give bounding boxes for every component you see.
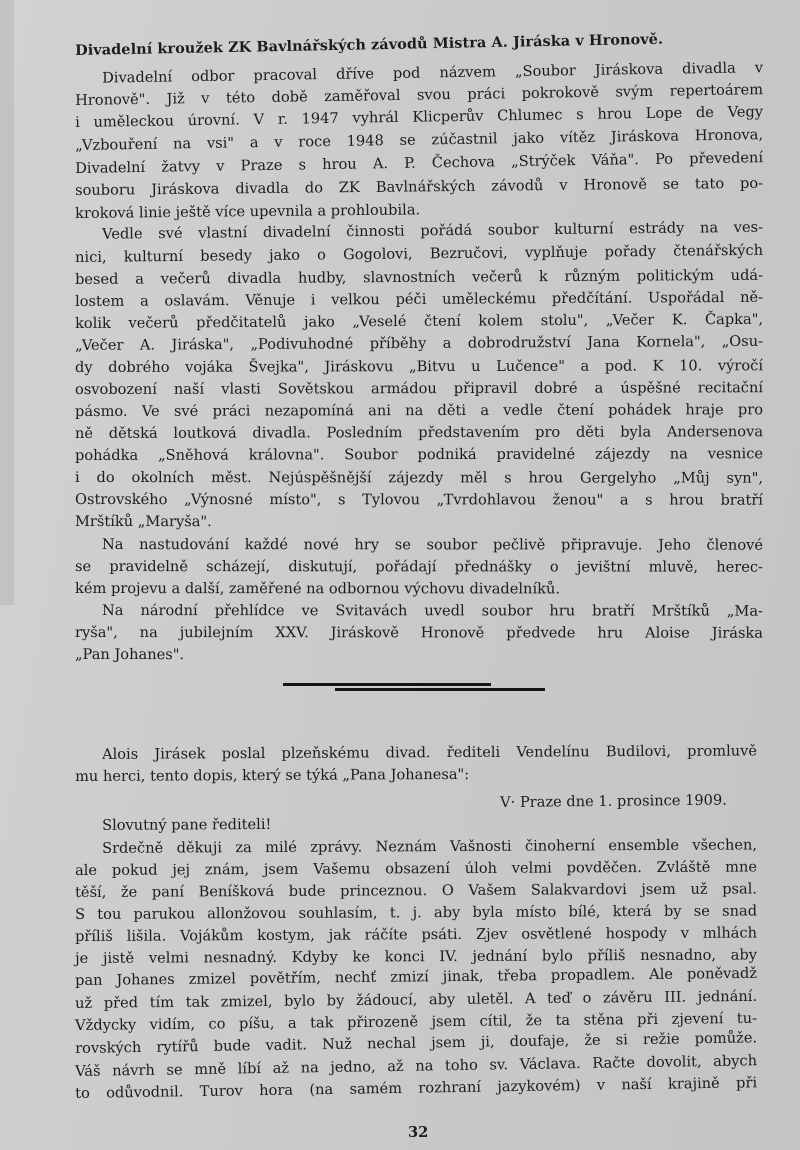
paragraph-line: Hronově". Již v této době zaměřoval svou práci pokrokově svým repertoárem — [75, 81, 764, 109]
paragraph-line: kolik večerů předčitatelů jako „Veselé čtení kolem stolu", „Večer K. Čapka", — [75, 310, 764, 332]
letter-date: V· Praze dne 1. prosince 1909. — [500, 791, 727, 811]
letter-line: je jistě velmi nesnadný. Kdyby ke konci IV. jednání bylo příliš nesnadno, aby — [75, 946, 758, 967]
letter-line: to odůvodnil. Turov hora (na samém rozhraní jazykovém) v naší krajině při — [75, 1074, 758, 1102]
paragraph-line: Divadelní žatvy v Praze s hrou A. P. Čechova „Strýček Váňa". Po převedení — [75, 149, 764, 177]
paragraph-line: osvobození naší vlasti Sovětskou armádou připravil dobré a úspěšné recitační — [75, 379, 764, 398]
paragraph-line: lostem a oslavám. Věnuje i velkou péči uměleckému předčítání. Uspořádal ně- — [75, 288, 764, 310]
paragraph-line: i do okolních měst. Nejúspěšnější zájezdy měl s hrou Gergelyho „Můj syn", — [74, 469, 763, 487]
paragraph-line: se pravidelně scházejí, diskutují, pořádají přednášky o jevištní mluvě, herec- — [74, 558, 763, 576]
page-number: 32 — [408, 1124, 429, 1141]
letter-line: Vždycky vidím, co píšu, a tak přirozeně jsem cítil, že ta stěna při zjevení tu- — [75, 1009, 758, 1034]
paragraph-line: Vedle své vlastní divadelní činnosti pořádá soubor kulturní estrády na ves- — [101, 218, 764, 243]
paragraph-line: nici, kulturní besedy jako o Gogolovi, Bezručovi, vyplňuje pořady čtenářských — [75, 241, 764, 266]
paragraph-line: ryša", na jubilejním XXV. Jiráskově Hronově předvede hru Aloise Jiráska — [74, 624, 763, 642]
paragraph-line: Na národní přehlídce ve Svitavách uvedl soubor hru bratří Mrštíků „Ma- — [101, 602, 763, 620]
paragraph-line: pásmo. Ve své práci nezapomíná ani na děti a vedle čtení pohádek hraje pro — [75, 401, 764, 420]
letter-salutation: Slovutný pane řediteli! — [101, 815, 272, 834]
separator-rule-lower — [335, 688, 545, 691]
intro-line: mu herci, tento dopis, který se týká „Pana Johanesa": — [75, 765, 470, 785]
paragraph-line: Ostrovského „Výnosné místo", s Tylovou „Tvrdohlavou ženou" a s hrou bratří — [74, 491, 763, 509]
paragraph-line: Na nastudování každé nové hry se soubor pečlivě připravuje. Jeho členové — [101, 536, 763, 554]
paragraph-line: „Vzbouření na vsi" a v roce 1948 se zúčastnil jako vítěz Jiráskova Hronova, — [75, 126, 764, 154]
letter-line: ale pokud jej znám, jsem Vašemu obsazení úloh velmi povděčen. Zvláště mne — [75, 858, 758, 879]
letter-line: těší, že paní Beníšková bude princeznou. O Vašem Salakvardovi jsem už psal. — [75, 880, 758, 901]
article-heading: Divadelní kroužek ZK Bavlnářských závodů Mistra A. Jiráska v Hronově. — [75, 30, 664, 59]
paragraph-line: dy dobrého vojáka Švejka", Jiráskovu „Bitvu u Lučence" a pod. K 10. výročí — [75, 357, 764, 376]
separator-rule-upper — [283, 683, 491, 686]
paragraph-line: besed a večerů divadla hudby, slavnostních večerů k různým politickým udá- — [75, 266, 764, 288]
letter-line: S tou parukou allonžovou souhlasím, t. j. aby byla místo bílé, která by se snad — [75, 902, 758, 923]
paragraph-line: kroková linie ještě více upevnila a prohloubila. — [75, 201, 421, 222]
letter-line: příliš lišila. Vojákům kostym, jak ráčíte psáti. Zjev osvětlené hospody v mlhách — [75, 924, 758, 945]
paragraph-line: pohádka „Sněhová královna". Soubor podniká pravidelné zájezdy na vesnice — [75, 445, 764, 464]
paragraph-line: Divadelní odbor pracoval dříve pod názvem „Soubor Jiráskova divadla v — [101, 59, 764, 87]
letter-line: už před tím tak zmizel, bylo by žádoucí, aby uletěl. A teď o závěru III. jednání. — [75, 987, 758, 1012]
letter-line: pan Johanes zmizel povětřím, nechť zmizí jinak, třeba propadlem. Ale poněvadž — [75, 964, 758, 989]
paragraph-line: kém projevu a další, zaměřené na odbornou výchovu divadelníků. — [74, 580, 561, 598]
page-edge-shadow — [0, 0, 14, 605]
paragraph-line: ně dětská loutková divadla. Posledním představením pro děti byla Andersenova — [75, 423, 764, 442]
paragraph-line: „Pan Johanes". — [74, 646, 185, 664]
letter-line: Srdečně děkuji za milé zprávy. Neznám Vašnosti činoherní ensemble všechen, — [101, 836, 758, 857]
letter-line: Váš návrh se mně líbí až na jedno, až na toho sv. Václava. Račte dovolit, abych — [75, 1052, 758, 1080]
paragraph-line: souboru Jiráskova divadla do ZK Bavlnářských závodů v Hronově se tato po- — [75, 174, 764, 199]
intro-line: Alois Jirásek poslal plzeňskému divad. řediteli Vendelínu Budilovi, promluvě — [101, 742, 758, 763]
letter-line: rovských rytířů bude vadit. Nuž nechal jsem ji, doufaje, že si režie pomůže. — [75, 1029, 758, 1057]
paragraph-line: „Večer A. Jiráska", „Podivuhodné příběhy a dobrodružství Jana Kornela", „Osu- — [75, 332, 764, 354]
paragraph-line: i uměleckou úrovní. V r. 1947 vyhrál Klicperův Chlumec s hrou Lope de Vegy — [75, 103, 764, 131]
paragraph-line: Mrštíků „Maryša". — [74, 513, 212, 531]
